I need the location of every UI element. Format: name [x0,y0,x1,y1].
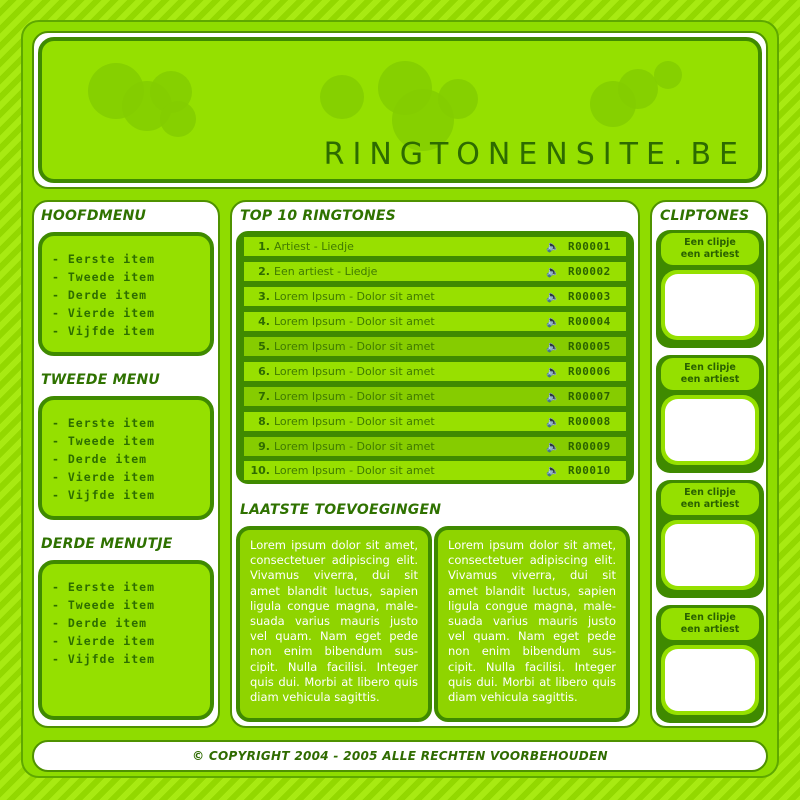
cliptone-label-line: Een clipje [684,237,736,248]
menu-item[interactable]: - Eerste item [52,252,156,266]
speaker-icon[interactable]: 🔈 [546,415,560,428]
ringtone-rank: 9. [258,440,270,453]
cliptone-screen-inner [665,524,755,586]
menu-item[interactable]: - Tweede item [52,434,156,448]
ringtone-row[interactable] [244,461,626,480]
ringtone-title[interactable]: Lorem Ipsum - Dolor sit amet [274,340,435,353]
speaker-icon[interactable]: 🔈 [546,464,560,477]
cliptone-screen-inner [665,274,755,336]
ringtone-rank: 7. [258,390,270,403]
speaker-icon[interactable]: 🔈 [546,290,560,303]
ringtone-title[interactable]: Lorem Ipsum - Dolor sit amet [274,365,435,378]
bubble-decoration [618,69,658,109]
ringtone-rank: 5. [258,340,270,353]
menu-item[interactable]: - Tweede item [52,598,156,612]
cliptone-label-line: Een clipje [684,612,736,623]
ringtone-title[interactable]: Artiest - Liedje [274,240,354,253]
ringtone-code: R00003 [568,290,611,303]
ringtone-code: R00002 [568,265,611,278]
cliptone-card[interactable] [656,605,764,723]
ringtone-code: R00008 [568,415,611,428]
ringtone-title[interactable]: Lorem Ipsum - Dolor sit amet [274,390,435,403]
ringtone-row[interactable] [244,437,626,456]
speaker-icon[interactable]: 🔈 [546,265,560,278]
bubble-decoration [438,79,478,119]
ringtone-title[interactable]: Een artiest - Liedje [274,265,378,278]
ringtone-rank: 3. [258,290,270,303]
menu-item[interactable]: - Eerste item [52,416,156,430]
top10-list [236,231,634,484]
speaker-icon[interactable]: 🔈 [546,440,560,453]
menu-item[interactable]: - Vijfde item [52,324,156,338]
header-banner [38,37,762,183]
ringtone-rank: 8. [258,415,270,428]
ringtone-rank: 6. [258,365,270,378]
ringtone-rank: 4. [258,315,270,328]
menu-item[interactable]: - Derde item [52,452,148,466]
ringtone-title[interactable]: Lorem Ipsum - Dolor sit amet [274,464,435,477]
footer [32,740,768,772]
ringtone-code: R00007 [568,390,611,403]
cliptone-card[interactable] [656,480,764,598]
top10-title: TOP 10 RINGTONES [240,208,396,224]
copyright-text: © COPYRIGHT 2004 - 2005 ALLE RECHTEN VOORBEHOUDEN [192,749,608,763]
cliptone-card[interactable] [656,355,764,473]
ringtone-title[interactable]: Lorem Ipsum - Dolor sit amet [274,440,435,453]
menu-item[interactable]: - Vijfde item [52,652,156,666]
menu-item[interactable]: - Derde item [52,288,148,302]
ringtone-title[interactable]: Lorem Ipsum - Dolor sit amet [274,290,435,303]
bubble-decoration [160,101,196,137]
cliptone-screen-inner [665,399,755,461]
ringtone-row[interactable] [244,387,626,406]
cliptone-label[interactable] [661,483,759,515]
ringtone-code: R00006 [568,365,611,378]
ringtone-row[interactable] [244,362,626,381]
cliptone-label-line: Een clipje [684,362,736,373]
cliptone-label-line: een artiest [680,499,740,510]
site-title[interactable]: RINGTONENSITE.BE [323,137,746,172]
latest-text-left: Lorem ipsum dolor sit amet, consectetuer adipiscing elit. Vivamus viverra, dui sit amet blandit luctus, sapien ligula congue magna, male-suada varius mauris justo vel quam. Nam eget pede non enim bibendum sus-cipit. Nulla facilisi. Integer quis dui. Morbi at libero quis diam vehicula sagittis. [236,526,432,722]
cliptone-label-line: Een clipje [684,487,736,498]
ringtone-title[interactable]: Lorem Ipsum - Dolor sit amet [274,415,435,428]
cliptone-card[interactable] [656,230,764,348]
cliptone-label-line: een artiest [680,624,740,635]
menu-item[interactable]: - Vierde item [52,470,156,484]
menu-item[interactable]: - Tweede item [52,270,156,284]
menu-item[interactable]: - Vierde item [52,306,156,320]
second-menu [38,396,214,520]
cliptone-screen[interactable] [661,520,759,590]
menu-item[interactable]: - Vierde item [52,634,156,648]
menu-title: HOOFDMENU [41,208,147,224]
ringtone-code: R00004 [568,315,611,328]
ringtone-row[interactable] [244,262,626,281]
cliptone-screen[interactable] [661,395,759,465]
cliptone-screen-inner [665,649,755,711]
ringtone-title[interactable]: Lorem Ipsum - Dolor sit amet [274,315,435,328]
bubble-decoration [654,61,682,89]
speaker-icon[interactable]: 🔈 [546,315,560,328]
latest-title: LAATSTE TOEVOEGINGEN [240,502,442,518]
cliptone-label-line: een artiest [680,374,740,385]
ringtone-code: R00005 [568,340,611,353]
speaker-icon[interactable]: 🔈 [546,365,560,378]
third-menu [38,560,214,720]
speaker-icon[interactable]: 🔈 [546,240,560,253]
ringtone-rank: 2. [258,265,270,278]
speaker-icon[interactable]: 🔈 [546,390,560,403]
cliptone-screen[interactable] [661,270,759,340]
menu-title: DERDE MENUTJE [41,536,173,552]
menu-item[interactable]: - Vijfde item [52,488,156,502]
cliptone-label[interactable] [661,358,759,390]
ringtone-code: R00001 [568,240,611,253]
ringtone-code: R00009 [568,440,611,453]
menu-item[interactable]: - Derde item [52,616,148,630]
cliptone-label[interactable] [661,233,759,265]
ringtone-row[interactable] [244,312,626,331]
ringtone-code: R00010 [568,464,611,477]
ringtone-rank: 1. [258,240,270,253]
ringtone-rank: 10. [250,464,270,477]
ringtone-row[interactable] [244,237,626,256]
ringtone-row[interactable] [244,412,626,431]
cliptone-label-line: een artiest [680,249,740,260]
main-menu [38,232,214,356]
cliptones-title: CLIPTONES [660,208,750,224]
ringtone-row[interactable] [244,287,626,306]
speaker-icon[interactable]: 🔈 [546,340,560,353]
menu-title: TWEEDE MENU [41,372,160,388]
menu-item[interactable]: - Eerste item [52,580,156,594]
bubble-decoration [320,75,364,119]
cliptone-label[interactable] [661,608,759,640]
latest-text-right: Lorem ipsum dolor sit amet, consectetuer adipiscing elit. Vivamus viverra, dui sit amet blandit luctus, sapien ligula congue magna, male-suada varius mauris justo vel quam. Nam eget pede non enim bibendum sus-cipit. Nulla facilisi. Integer quis dui. Morbi at libero quis diam vehicula sagittis. [434,526,630,722]
ringtone-row[interactable] [244,337,626,356]
cliptone-screen[interactable] [661,645,759,715]
